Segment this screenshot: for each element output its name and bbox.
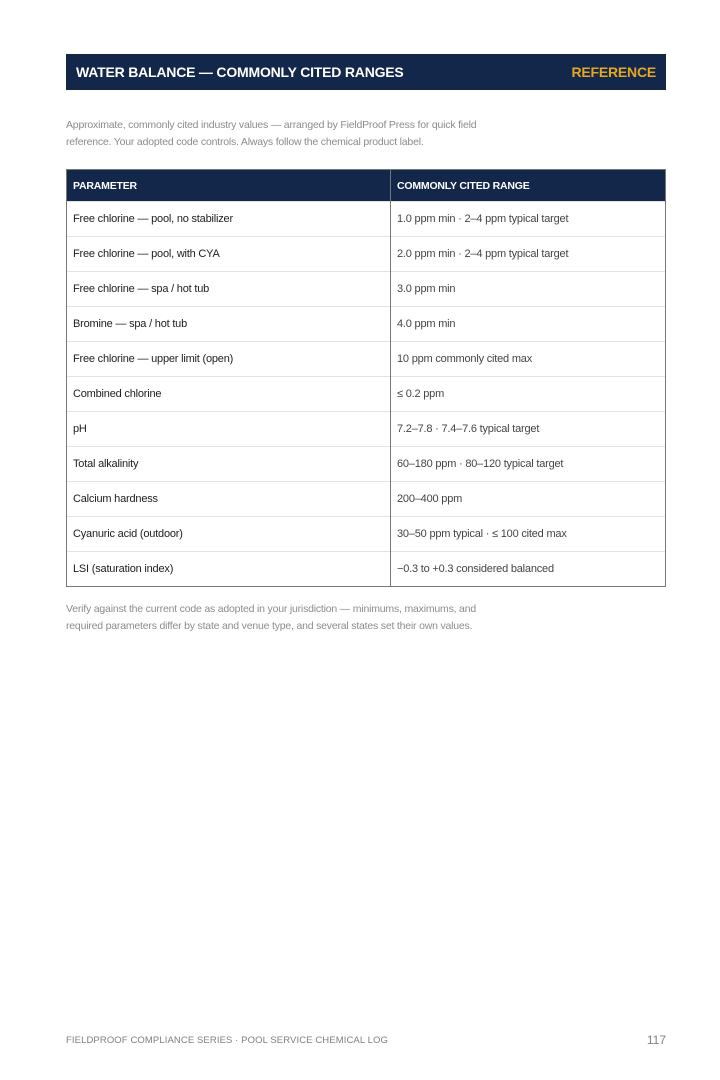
table-row [67,342,665,377]
footer-series-label: FIELDPROOF COMPLIANCE SERIES · POOL SERVICE CHEMICAL LOG [66,1035,388,1046]
parameter-cell: Free chlorine — spa / hot tub [67,272,391,307]
parameter-cell: Free chlorine — pool, with CYA [67,237,391,272]
table-row [67,202,665,237]
table-row [67,307,665,342]
column-header-range: COMMONLY CITED RANGE [391,170,666,202]
section-title: WATER BALANCE — COMMONLY CITED RANGES [76,64,404,80]
ranges-table [66,169,666,587]
parameter-cell: pH [67,412,391,447]
table-row [67,377,665,412]
range-cell: 200–400 ppm [391,482,666,517]
section-header [66,54,666,90]
column-header-parameter: PARAMETER [67,170,391,202]
range-cell: −0.3 to +0.3 considered balanced [391,552,666,587]
parameter-cell: LSI (saturation index) [67,552,391,587]
table-row [67,517,665,552]
parameter-cell: Free chlorine — upper limit (open) [67,342,391,377]
table-row [67,482,665,517]
table-header-row [67,170,665,202]
range-cell: 1.0 ppm min · 2–4 ppm typical target [391,202,666,237]
parameter-cell: Bromine — spa / hot tub [67,307,391,342]
parameter-cell: Total alkalinity [67,447,391,482]
table-row [67,272,665,307]
parameter-cell: Combined chlorine [67,377,391,412]
range-cell: 3.0 ppm min [391,272,666,307]
footnote-text: Verify against the current code as adopted in your jurisdiction — minimums, maximums, and required parameters differ by state and venue type, and several states set their own values. [66,603,476,632]
parameter-cell: Calcium hardness [67,482,391,517]
range-cell: 4.0 ppm min [391,307,666,342]
range-cell: 30–50 ppm typical · ≤ 100 cited max [391,517,666,552]
parameter-cell: Cyanuric acid (outdoor) [67,517,391,552]
table-row [67,412,665,447]
parameter-cell: Free chlorine — pool, no stabilizer [67,202,391,237]
range-cell: 10 ppm commonly cited max [391,342,666,377]
table-row [67,552,665,587]
range-cell: 2.0 ppm min · 2–4 ppm typical target [391,237,666,272]
table-row [67,447,665,482]
page-number: 117 [646,1033,666,1047]
range-cell: 7.2–7.8 · 7.4–7.6 typical target [391,412,666,447]
intro-text: Approximate, commonly cited industry values — arranged by FieldProof Press for quick field reference. Your adopted code controls. Always follow the chemical product label. [66,119,477,148]
table-row [67,237,665,272]
reference-tag: REFERENCE [571,64,656,80]
range-cell: 60–180 ppm · 80–120 typical target [391,447,666,482]
range-cell: ≤ 0.2 ppm [391,377,666,412]
